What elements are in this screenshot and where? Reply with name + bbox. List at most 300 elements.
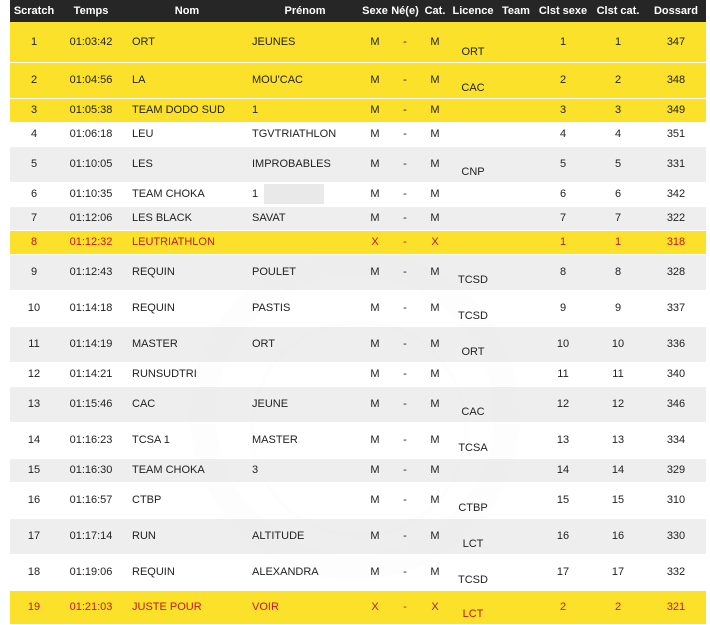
time-text: 01:03:42 xyxy=(69,35,113,48)
sex-text: M xyxy=(370,266,380,278)
team-name-cell xyxy=(124,182,250,206)
rank-sex-text: 2 xyxy=(559,74,567,86)
rank-sex-cell xyxy=(536,230,590,254)
first-name-text: SAVAT xyxy=(252,212,286,224)
birth-text: - xyxy=(403,368,407,380)
sex-text: M xyxy=(370,494,380,506)
team-name-cell xyxy=(124,22,250,62)
scratch-cell xyxy=(10,422,58,458)
bib-text: 334 xyxy=(666,434,686,446)
rank-cat-text: 10 xyxy=(611,338,625,350)
rank-cat-text: 2 xyxy=(614,74,622,86)
first-name-cell xyxy=(250,362,360,386)
rank-sex-cell xyxy=(536,458,590,482)
birth-cell xyxy=(390,22,420,62)
team-cell xyxy=(496,62,536,98)
scratch-cell xyxy=(10,518,58,554)
rank-cat-cell xyxy=(590,62,646,98)
team-cell xyxy=(496,98,536,122)
first-name-text: ORT xyxy=(252,338,276,350)
bib-text: 336 xyxy=(666,338,686,350)
scratch-cell xyxy=(10,554,58,590)
rank-cat-cell xyxy=(590,98,646,122)
sex-text: M xyxy=(370,35,380,48)
rank-sex-cell xyxy=(536,206,590,230)
rank-cat-cell xyxy=(590,230,646,254)
time-cell xyxy=(58,590,124,624)
category-text: M xyxy=(430,266,440,278)
category-cell xyxy=(420,458,450,482)
time-text: 01:14:18 xyxy=(69,302,113,314)
time-cell xyxy=(58,146,124,182)
sex-cell xyxy=(360,386,390,422)
bib-cell xyxy=(646,206,706,230)
rank-cat-cell xyxy=(590,386,646,422)
rank-sex-text: 1 xyxy=(559,236,567,248)
license-cell xyxy=(450,22,496,62)
bib-cell xyxy=(646,22,706,62)
category-text: M xyxy=(430,398,440,410)
time-cell xyxy=(58,62,124,98)
time-text: 01:17:14 xyxy=(69,530,113,542)
bib-cell xyxy=(646,182,706,206)
first-name-text: JEUNES xyxy=(252,35,296,48)
sex-text: M xyxy=(370,212,380,224)
bib-cell xyxy=(646,458,706,482)
license-cell xyxy=(450,518,496,554)
scratch-cell xyxy=(10,62,58,98)
license-cell xyxy=(450,554,496,590)
team-name-cell xyxy=(124,98,250,122)
sex-text: M xyxy=(370,302,380,314)
first-name-text: VOIR xyxy=(252,601,279,613)
category-cell xyxy=(420,290,450,326)
col-clst-cat[interactable]: Clst cat. xyxy=(590,0,646,22)
team-name-cell xyxy=(124,554,250,590)
rank-cat-cell xyxy=(590,590,646,624)
license-cell xyxy=(450,206,496,230)
team-name-cell xyxy=(124,458,250,482)
category-cell xyxy=(420,590,450,624)
time-text: 01:10:05 xyxy=(69,158,113,170)
scratch-cell xyxy=(10,122,58,146)
rank-cat-text: 17 xyxy=(611,566,625,578)
category-cell xyxy=(420,182,450,206)
first-name-cell xyxy=(250,326,360,362)
scratch-text: 18 xyxy=(27,566,41,578)
birth-cell xyxy=(390,146,420,182)
rank-sex-text: 10 xyxy=(556,338,570,350)
rank-cat-cell xyxy=(590,22,646,62)
team-name-text: REQUIN xyxy=(132,302,175,314)
first-name-text: PASTIS xyxy=(252,302,291,314)
team-cell xyxy=(496,122,536,146)
first-name-text: ALEXANDRA xyxy=(252,566,319,578)
license-text: CAC xyxy=(461,81,485,94)
birth-text: - xyxy=(403,74,407,86)
rank-sex-text: 14 xyxy=(556,464,570,476)
team-name-cell xyxy=(124,422,250,458)
sex-text: X xyxy=(371,601,379,613)
rank-sex-cell xyxy=(536,482,590,518)
team-name-cell xyxy=(124,206,250,230)
category-cell xyxy=(420,22,450,62)
scratch-text: 7 xyxy=(30,212,38,224)
rank-cat-text: 6 xyxy=(614,188,622,200)
first-name-cell xyxy=(250,422,360,458)
rank-cat-text: 9 xyxy=(614,302,622,314)
rank-sex-text: 6 xyxy=(559,188,567,200)
team-cell xyxy=(496,386,536,422)
rank-cat-cell xyxy=(590,422,646,458)
license-text: CNP xyxy=(461,165,485,178)
rank-cat-cell xyxy=(590,182,646,206)
col-temps[interactable]: Temps xyxy=(58,0,124,22)
col-team[interactable]: Team xyxy=(496,0,536,22)
rank-sex-text: 5 xyxy=(559,158,567,170)
team-name-text: LA xyxy=(132,74,146,86)
col-sexe[interactable]: Sexe xyxy=(360,0,390,22)
rank-sex-cell xyxy=(536,554,590,590)
license-cell xyxy=(450,386,496,422)
sex-cell xyxy=(360,182,390,206)
bib-cell xyxy=(646,362,706,386)
team-name-cell xyxy=(124,362,250,386)
scratch-cell xyxy=(10,182,58,206)
sex-cell xyxy=(360,554,390,590)
team-name-cell xyxy=(124,230,250,254)
bib-text: 330 xyxy=(666,530,686,542)
category-cell xyxy=(420,206,450,230)
rank-cat-cell xyxy=(590,482,646,518)
birth-cell xyxy=(390,554,420,590)
table-row[interactable] xyxy=(10,206,706,230)
scratch-cell xyxy=(10,326,58,362)
rank-cat-text: 3 xyxy=(614,104,622,116)
time-cell xyxy=(58,122,124,146)
team-name-text: LES BLACK xyxy=(132,212,192,224)
bib-text: 349 xyxy=(666,104,686,116)
team-name-text: TCSA 1 xyxy=(132,434,170,446)
license-cell xyxy=(450,290,496,326)
scratch-cell xyxy=(10,386,58,422)
bib-text: 346 xyxy=(666,398,686,410)
sex-text: M xyxy=(370,128,380,140)
sex-text: M xyxy=(370,74,380,86)
scratch-text: 17 xyxy=(27,530,41,542)
rank-cat-text: 14 xyxy=(611,464,625,476)
table-row[interactable] xyxy=(10,590,706,624)
table-row[interactable] xyxy=(10,98,706,122)
bib-cell xyxy=(646,422,706,458)
bib-text: 310 xyxy=(666,494,686,506)
birth-text: - xyxy=(403,338,407,350)
rank-sex-cell xyxy=(536,590,590,624)
rank-sex-text: 9 xyxy=(559,302,567,314)
bib-text: 318 xyxy=(666,236,686,248)
team-cell xyxy=(496,458,536,482)
col-clst-sexe[interactable]: Clst sexe xyxy=(536,0,590,22)
rank-sex-cell xyxy=(536,146,590,182)
time-text: 01:04:56 xyxy=(69,74,113,86)
rank-cat-cell xyxy=(590,206,646,230)
birth-cell xyxy=(390,182,420,206)
first-name-cell xyxy=(250,254,360,290)
license-cell xyxy=(450,254,496,290)
rank-cat-text: 5 xyxy=(614,158,622,170)
scratch-text: 12 xyxy=(27,368,41,380)
bib-cell xyxy=(646,122,706,146)
results-panel xyxy=(10,0,706,622)
sex-cell xyxy=(360,254,390,290)
category-text: M xyxy=(430,158,440,170)
category-text: M xyxy=(430,368,440,380)
birth-text: - xyxy=(403,158,407,170)
rank-cat-cell xyxy=(590,146,646,182)
license-cell xyxy=(450,230,496,254)
team-name-text: RUN xyxy=(132,530,156,542)
sex-text: M xyxy=(370,188,380,200)
bib-cell xyxy=(646,518,706,554)
sex-cell xyxy=(360,458,390,482)
rank-cat-text: 11 xyxy=(612,368,624,380)
time-cell xyxy=(58,518,124,554)
category-text: M xyxy=(430,302,440,314)
scratch-text: 9 xyxy=(30,266,38,278)
rank-cat-text: 1 xyxy=(614,236,622,248)
results-table xyxy=(10,0,706,625)
category-cell xyxy=(420,362,450,386)
team-name-cell xyxy=(124,482,250,518)
rank-sex-text: 12 xyxy=(556,398,570,410)
col-licence[interactable]: Licence xyxy=(450,0,496,22)
rank-sex-text: 13 xyxy=(556,434,570,446)
time-cell xyxy=(58,554,124,590)
table-row[interactable] xyxy=(10,22,706,62)
team-name-cell xyxy=(124,62,250,98)
table-row[interactable] xyxy=(10,290,706,326)
birth-cell xyxy=(390,386,420,422)
birth-text: - xyxy=(403,236,407,248)
first-name-text: 1 xyxy=(252,187,259,200)
scratch-cell xyxy=(10,230,58,254)
table-row[interactable] xyxy=(10,122,706,146)
table-row[interactable] xyxy=(10,62,706,98)
category-text: X xyxy=(431,236,439,248)
category-cell xyxy=(420,254,450,290)
table-row[interactable] xyxy=(10,554,706,590)
team-name-cell xyxy=(124,518,250,554)
time-text: 01:12:06 xyxy=(69,212,113,224)
license-cell xyxy=(450,98,496,122)
birth-cell xyxy=(390,62,420,98)
scratch-cell xyxy=(10,98,58,122)
rank-sex-text: 2 xyxy=(559,601,567,613)
scratch-cell xyxy=(10,482,58,518)
rank-sex-cell xyxy=(536,326,590,362)
table-row[interactable] xyxy=(10,386,706,422)
rank-cat-text: 7 xyxy=(614,212,622,224)
rank-cat-text: 13 xyxy=(611,434,625,446)
table-row[interactable] xyxy=(10,458,706,482)
birth-text: - xyxy=(403,566,407,578)
birth-cell xyxy=(390,422,420,458)
team-name-text: ORT xyxy=(132,35,156,48)
first-name-text: ALTITUDE xyxy=(252,530,305,542)
bib-cell xyxy=(646,590,706,624)
bib-text: 321 xyxy=(666,601,686,613)
bib-text: 351 xyxy=(666,128,686,140)
rank-cat-text: 8 xyxy=(614,266,622,278)
rank-sex-text: 3 xyxy=(559,104,567,116)
team-name-cell xyxy=(124,590,250,624)
table-row[interactable] xyxy=(10,518,706,554)
team-name-text: CTBP xyxy=(132,494,162,506)
rank-sex-cell xyxy=(536,122,590,146)
col-scratch[interactable]: Scratch xyxy=(10,0,58,22)
category-text: M xyxy=(430,566,440,578)
table-row[interactable] xyxy=(10,482,706,518)
team-cell xyxy=(496,22,536,62)
birth-text: - xyxy=(403,464,407,476)
rank-cat-text: 15 xyxy=(611,494,625,506)
sex-text: X xyxy=(371,236,379,248)
time-cell xyxy=(58,254,124,290)
col-prenom[interactable]: Prénom xyxy=(250,0,360,22)
birth-cell xyxy=(390,590,420,624)
scratch-text: 13 xyxy=(27,398,41,410)
col-nom[interactable]: Nom xyxy=(124,0,250,22)
rank-sex-text: 17 xyxy=(556,566,570,578)
birth-text: - xyxy=(403,434,407,446)
bib-cell xyxy=(646,290,706,326)
rank-cat-cell xyxy=(590,518,646,554)
time-text: 01:10:35 xyxy=(69,188,113,200)
license-cell xyxy=(450,182,496,206)
team-name-text: LEUTRIATHLON xyxy=(132,236,215,248)
scratch-text: 1 xyxy=(30,35,38,48)
team-cell xyxy=(496,146,536,182)
table-row[interactable] xyxy=(10,254,706,290)
table-row[interactable] xyxy=(10,362,706,386)
sex-cell xyxy=(360,230,390,254)
birth-text: - xyxy=(403,302,407,314)
time-cell xyxy=(58,458,124,482)
license-cell xyxy=(450,122,496,146)
col-ne[interactable]: Né(e) xyxy=(390,0,420,22)
sex-cell xyxy=(360,22,390,62)
team-cell xyxy=(496,326,536,362)
rank-cat-cell xyxy=(590,554,646,590)
table-row[interactable] xyxy=(10,326,706,362)
sex-text: M xyxy=(370,566,380,578)
bib-text: 331 xyxy=(666,158,686,170)
col-cat[interactable]: Cat. xyxy=(420,0,450,22)
time-text: 01:16:57 xyxy=(69,494,113,506)
birth-cell xyxy=(390,362,420,386)
bib-text: 337 xyxy=(666,302,686,314)
license-text: TCSD xyxy=(458,273,488,286)
license-cell xyxy=(450,458,496,482)
team-cell xyxy=(496,590,536,624)
team-name-text: TEAM CHOKA xyxy=(132,188,205,200)
team-cell xyxy=(496,362,536,386)
sex-text: M xyxy=(370,434,380,446)
team-cell xyxy=(496,422,536,458)
bib-text: 342 xyxy=(666,188,686,200)
rank-cat-cell xyxy=(590,254,646,290)
license-text: TCSD xyxy=(458,309,488,322)
first-name-cell xyxy=(250,554,360,590)
sex-cell xyxy=(360,326,390,362)
bib-cell xyxy=(646,386,706,422)
time-cell xyxy=(58,422,124,458)
rank-cat-text: 4 xyxy=(614,128,622,140)
first-name-cell xyxy=(250,206,360,230)
rank-sex-cell xyxy=(536,254,590,290)
birth-text: - xyxy=(403,530,407,542)
rank-sex-text: 16 xyxy=(556,530,570,542)
category-text: M xyxy=(430,434,440,446)
team-name-cell xyxy=(124,146,250,182)
first-name-text: POULET xyxy=(252,266,297,278)
rank-cat-cell xyxy=(590,326,646,362)
rank-sex-cell xyxy=(536,22,590,62)
time-text: 01:06:18 xyxy=(69,128,113,140)
rank-sex-cell xyxy=(536,182,590,206)
sex-text: M xyxy=(370,464,380,476)
first-name-cell xyxy=(250,98,360,122)
sex-text: M xyxy=(370,338,380,350)
rank-sex-cell xyxy=(536,290,590,326)
time-text: 01:12:43 xyxy=(69,266,113,278)
table-row[interactable] xyxy=(10,422,706,458)
scratch-text: 6 xyxy=(30,188,38,200)
table-row[interactable] xyxy=(10,146,706,182)
license-cell xyxy=(450,482,496,518)
first-name-cell xyxy=(250,146,360,182)
sex-text: M xyxy=(370,530,380,542)
category-cell xyxy=(420,386,450,422)
col-dossard[interactable]: Dossard xyxy=(646,0,706,22)
rank-sex-text: 1 xyxy=(559,35,567,48)
time-cell xyxy=(58,290,124,326)
time-text: 01:16:30 xyxy=(69,464,113,476)
birth-text: - xyxy=(403,494,407,506)
table-row[interactable] xyxy=(10,182,706,206)
rank-cat-cell xyxy=(590,362,646,386)
time-cell xyxy=(58,362,124,386)
birth-cell xyxy=(390,482,420,518)
license-text: CAC xyxy=(461,405,485,418)
time-text: 01:05:38 xyxy=(69,104,113,116)
rank-cat-cell xyxy=(590,458,646,482)
sex-cell xyxy=(360,62,390,98)
time-cell xyxy=(58,482,124,518)
team-name-cell xyxy=(124,290,250,326)
birth-cell xyxy=(390,122,420,146)
license-text: CTBP xyxy=(458,501,488,514)
rank-cat-text: 2 xyxy=(614,601,622,613)
table-row[interactable] xyxy=(10,230,706,254)
license-cell xyxy=(450,590,496,624)
birth-text: - xyxy=(403,128,407,140)
bib-text: 328 xyxy=(666,266,686,278)
category-text: M xyxy=(430,338,440,350)
scratch-text: 16 xyxy=(27,494,41,506)
time-cell xyxy=(58,230,124,254)
team-name-cell xyxy=(124,326,250,362)
